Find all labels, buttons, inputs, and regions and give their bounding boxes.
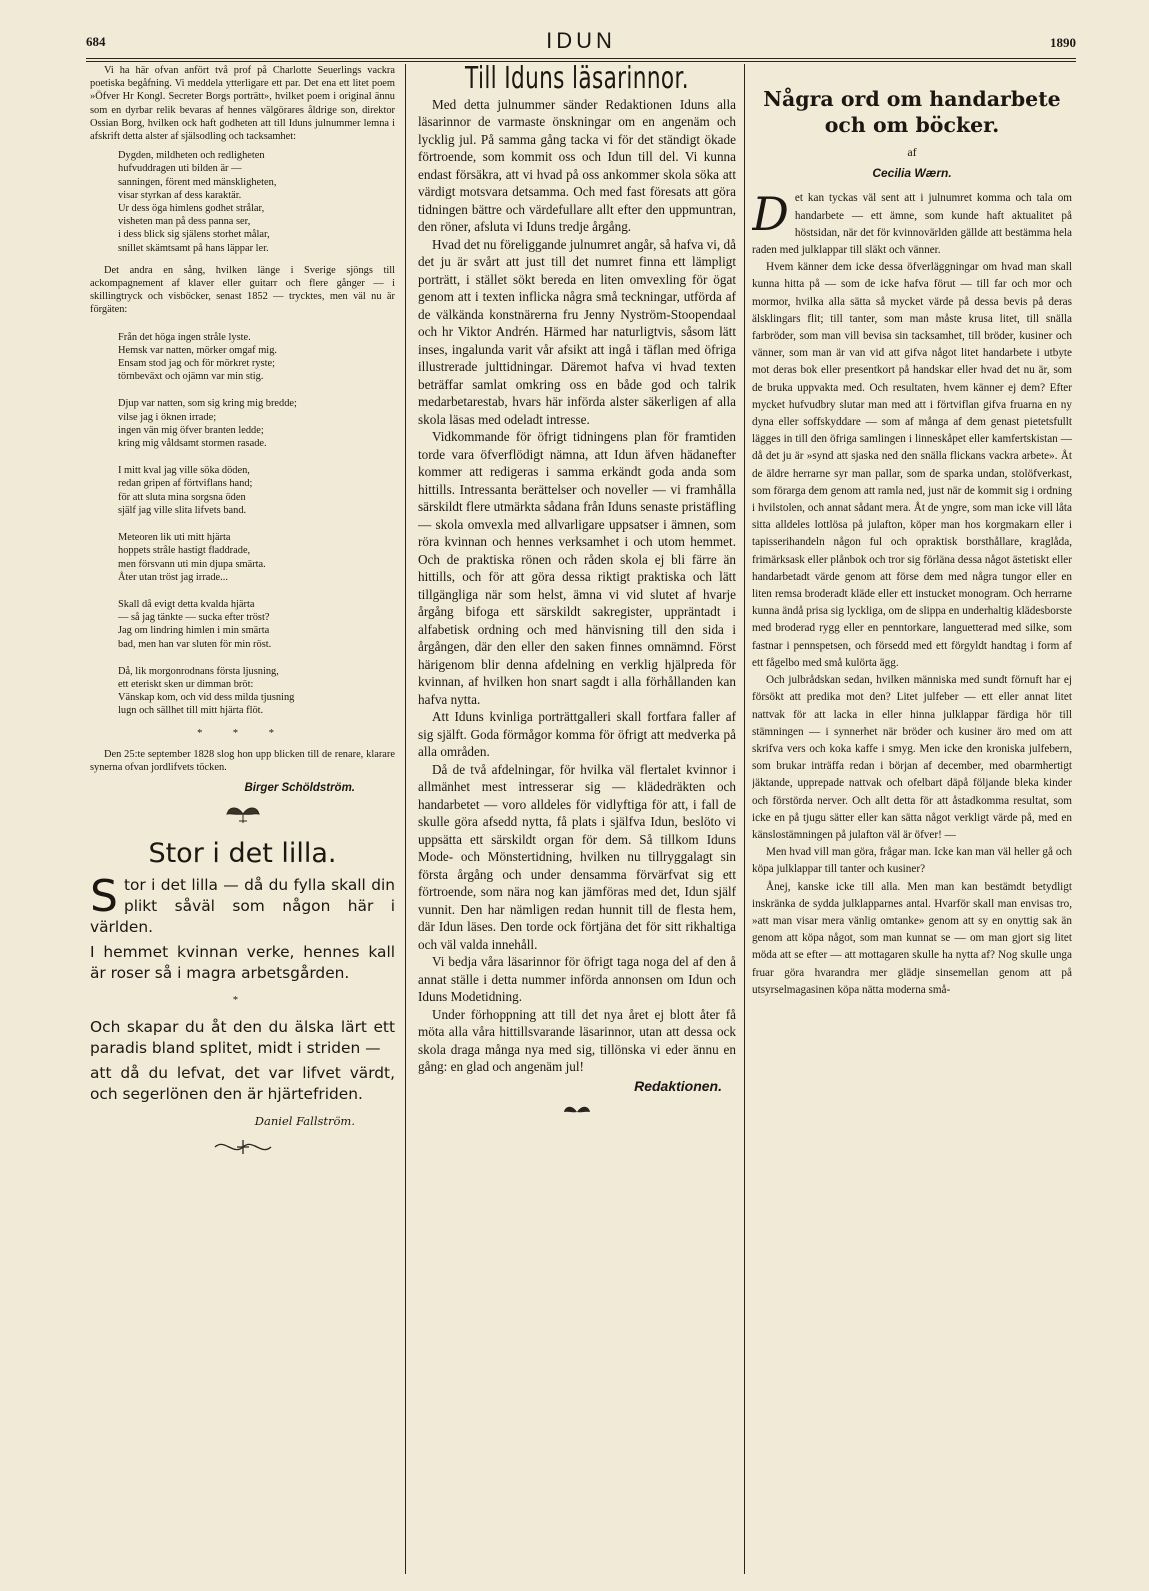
article-paragraph-first <box>752 187 1072 259</box>
article-paragraph: Hvem känner dem icke dessa öfverläggningar om hvad man skall kunna hitta på — som de icke hafva förut — till far och mor och mormor, hvilka alla sätta så mycket värde på dessa bevis på deras älsklingars flit; till tanter, som man måste krusa litet, till snälla farbröder, som man vill bevisa sin tacksamhet, till bröder, kusiner och vänner, som man är van vid att gifva något litet handarbete i utbyte mot deras bok eller presentkort på handskar eller hvad det nu är, som de bruka uppvakta med. Och resultaten, hvem känner ej dem? Efter mycket hufvudbry slutar man med att i förtviflan gifva fruarna en ny dyna eller soffskyddare — som af många af dem genast pietetsfullt lägges in till den öfriga samlingen i linneskåpet eller kamfertskistan — då det ju är »synd att sjaska ned den snälla flickans vackra arbete». Åt de äldre herrarne syr man pallar, som de sparka undan, stolöfverkast, som förarga dem genom att ramla ned, just när de kommit sig i ordning i hvilstolen, och annat sådant mera. Åt de yngre, som man icke vill låta sitta alldeles lottlösa på julafton, köper man hos korgmakarn eller i tapisserihandeln någon ful och opraktisk borsthållare, kraglåda, frimärksask eller plånbok och tror sig förläna dessa något ästetiskt eller handarbetadt värde genom att förse dem med några tungor eller en liten remsa broderadt kläde eller ett instucket monogram. Och herrarne kunna ändå prisa sig lyckliga, om de slippa en underhaltig klädesborste med broderad rygg eller en penntorkare, languetterad med silke, som fastnar i pennspetsen, och försedd med ett förgyldt handtag i form af ett fågelbo med små kulörta ägg. <box>752 261 1072 669</box>
column-divider-2 <box>744 64 745 1574</box>
masthead-title: IDUN <box>546 28 616 53</box>
flower-ornament-icon <box>223 803 263 825</box>
poem-line: visheten man på dess panna ser, <box>118 216 251 228</box>
page-year: 1890 <box>1050 35 1076 50</box>
article-title-lasarinnor: Till Iduns läsarinnor. <box>465 64 689 96</box>
intro-paragraph: Vi ha här ofvan anfört två prof på Charlotte Seuerlings vackra poetiska begåfning. Vi meddela ytterligare ett par. Det ena ett litet poem »Öfver Hr Kongl. Secreter Borgs porträtt», hvilket poem i original ännu som en dyrbar relik bevaras af hennes välgörares åldrige son, direktor Ossian Borg, hvilken ock haft godheten att till Iduns julnummer lemna i afskrift detta alster af själsodling och tacksamhet: <box>90 65 395 143</box>
poem-line: lugn och sällhet till mitt hjärta flöt. <box>118 705 264 717</box>
song-stanza-4 <box>118 531 395 584</box>
verse-stanza-2: Och skapar du åt den du älska lärt ett paradis bland splitet, midt i striden — <box>90 1017 395 1057</box>
page-header <box>86 22 1076 58</box>
verse-star: * <box>232 994 253 1006</box>
header-rule-2 <box>86 61 1076 62</box>
poem-title-stor: Stor i det lilla. <box>148 838 337 870</box>
poem-line: Hemsk var natten, mörker omgaf mig. <box>118 344 277 356</box>
signature-schoeldstroem: Birger Schöldström. <box>244 782 355 795</box>
article-paragraph: Under förhoppning att till det nya året ej blott åter få möta alla våra hittillsvarande läsarinnor, utan att dessa ock skola draga många nya med sig, tillönska vi eder ännu en gång: en glad och angenäm jul! <box>418 1006 736 1074</box>
poem-line: I mitt kval jag ville söka döden, <box>118 465 250 477</box>
song-stanza-6 <box>118 665 395 718</box>
verse-stanza-1b: I hemmet kvinnan verke, hennes kall är roser så i magra arbetsgården. <box>90 942 395 982</box>
first-paragraph-text: et kan tyckas väl sent att i julnumret komma och tala om handarbete — ett ämne, som kunde haft aktualitet på höstsidan, när det för kvinnovärlden gällde att bestämma hela raden med julklappar till släkt och vänner. <box>752 192 1072 257</box>
column-2 <box>418 64 736 1554</box>
article-title-handarbete: Några ord om handarbete och om böcker. <box>763 87 1061 137</box>
poem-line: i dess blick sig själens storhet målar, <box>118 229 270 241</box>
poem-line: kring mig våldsamt stormen rasade. <box>118 438 267 450</box>
song-stanza-2 <box>118 397 395 450</box>
song-intro-paragraph: Det andra en sång, hvilken länge i Sverige sjöngs till ackompagnement af klaver eller guitarr och flere gånger — i skillingtryck och visböcker, senast 1852 — trycktes, men väl nu är förgäten: <box>90 264 395 316</box>
poem-line: redan gripen af förtviflans hand; <box>118 478 253 490</box>
poem-line: visar styrkan af dess karaktär. <box>118 189 242 201</box>
poem-line: bad, men han var sluten för min röst. <box>118 638 272 650</box>
article-paragraph: Hvad det nu föreliggande julnumret angår, så hafva vi, då det ju är svårt att just till det numret finna ett lämpligt porträtt, i stället sökt bereda en liten omvexling för ögat genom att i texten inflicka några små teckningar, utförda af de välkända konstnärerna fru Jenny Nyström-Stoopendaal och hr Viktor Andrén. Härmed har naturligtvis, såsom lätt inses, ingalunda varit vår afsikt att ingå i täflan med öfriga illustrerade julttidningar. Däremot hafva vi hvad texten beträffar samlat omkring oss en både god och talrik medarbetarestab, hvars här införda alster säkerligen af alla skola läsas med odeladt intresse. <box>418 236 736 427</box>
poem-line: för att sluta mina sorgsna öden <box>118 491 246 503</box>
poem-line: men försvann uti min djupa smärta. <box>118 558 266 570</box>
song-stanza-3 <box>118 464 395 517</box>
poem-line: vilse jag i öknen irrade; <box>118 411 217 423</box>
column-3 <box>752 64 1072 1554</box>
verse-drop-cap: S <box>90 870 118 922</box>
section-stars: * * * <box>197 727 288 739</box>
poem-line: hufvuddragen uti bilden är — <box>118 163 242 175</box>
poem-line: snillet skämtsamt på hans läppar ler. <box>118 242 269 254</box>
poem-line: hoppets stråle hastigt fladdrade, <box>118 545 251 557</box>
poem-line: Från det höga ingen stråle lyste. <box>118 331 251 343</box>
song-stanza-1 <box>118 331 395 384</box>
article-paragraph: Men hvad vill man göra, frågar man. Icke kan man väl heller gå och köpa julklappar till tanter och kusiner? <box>752 846 1072 876</box>
column-1 <box>90 64 395 1564</box>
header-rule <box>86 58 1076 59</box>
article-paragraph: Med detta julnummer sänder Redaktionen Iduns alla läsarinnor de varmaste önskningar om en angenäm och lycklig jul. På samma gång tacka vi för det ständigt ökade förtroende, som kommit oss och Idun till del. Vi kunna endast försäkra, att vi hvad på oss ankommer skola söka att värdigt motsvara detsamma. Och med fast föresats att göra tidningen bättre och värdefullare allt efter den uppmuntran, den röner, afsluta vi Iduns tredje årgång. <box>418 96 736 234</box>
verse-stanza-2b: att då du lefvat, det var lifvet värdt, och segerlönen den är hjärtefriden. <box>90 1063 395 1103</box>
song-stanza-5 <box>118 598 395 651</box>
poem-line: Ensam stod jag och för mörkret ryste; <box>118 358 275 370</box>
poem-line: Då, lik morgonrodnans första ljusning, <box>118 665 279 677</box>
signature-redaktionen: Redaktionen. <box>634 1077 722 1094</box>
article-paragraph: Vidkommande för öfrigt tidningens plan för framtiden torde vara öfverflödigt nämna, att Idun äfven hädanefter kommer att redigeras i samma erkändt goda anda som hittills. Intressanta berättelser och noveller — vi framhålla särskildt flere utmärkta sådana från Iduns senaste pristäfling — skola omvexla med allvarligare uppsatser i ämnen, som röra kvinnan och hennes verksamhet i och utom hemmet. Och de praktiska rönen och råden skola ej bli färre än hittills, och för att göra dessa riktigt praktiska och lätt tillgängliga när som helst, ämna vi vid slutet af hvarje årgång bifoga ett särskildt sakregister, uppräntadt i alfabetisk ordning och med hänvisning till den sida i årgången, där den eller den saken finnes omnämnd. Först härigenom blir denna afdelning en verklig hjälpreda för kvinnan, af hvilken hon snart sagdt i alla förhållanden kan hafva nytta. <box>418 429 736 707</box>
poem-line: ingen vän mig öfver branten ledde; <box>118 424 264 436</box>
byline-af: af <box>907 145 917 159</box>
closing-paragraph: Den 25:te september 1828 slog hon upp blicken till de renare, klarare synerna ofvan jordlifvets töcken. <box>90 748 395 773</box>
poem-line: Djup var natten, som sig kring mig bredde; <box>118 398 297 410</box>
poem-line: Meteoren lik uti mitt hjärta <box>118 532 231 544</box>
poem-line: — så jag tänkte — sucka efter tröst? <box>118 612 270 624</box>
article-paragraph: Då de två afdelningar, för hvilka väl flertalet kvinnor i allmänhet mest intresserar sig — klädedräkten och handarbetet — voro alldeles för vidlyftiga för att, i fall de skulle göra afsedd nytta, få plats i själfva Idun, beslöto vi uppsätta ett särskildt organ för dem. Så tillkom Iduns Mode- och Mönstertidning, hvilken nu tillryggalagt sin första årgång och under densamma förvärfvat sig ett förtroende, som nära nog kan jämföras med det, Idun själf vunnit. Den har nämligen redan hunnit till de flesta hem, där Idun läses. Den torde ock förtjäna det för sitt rikhaltiga och väl valda innehåll. <box>418 761 736 952</box>
poem-line: ett eteriskt sken ur dimman bröt: <box>118 678 254 690</box>
poem-line: sanningen, förent med mänskligheten, <box>118 176 277 188</box>
article-paragraph: Ånej, kanske icke till alla. Men man kan bestämdt betydligt inskränka de sydda julklapparnes antal. Hvarför skall man envisas tro, »att man visar mera vänlig omtanke» genom att sy en onyttig sak än genom att köpa något, som man kunnat se — om man gjort sig litet möda att se efter — att mottagaren skulle ha nytta af? Nog skulle unga fruar göra hvarandra mer glädje sinsemellan genom att på utsyrselmagasinen köpa nätta moderna små- <box>752 880 1072 996</box>
article-paragraph: Att Iduns kvinliga porträttgalleri skall fortfara faller af sig själft. Goda förmågor komma för öfrigt att medverka på alla områden. <box>418 709 736 759</box>
article-paragraph: Och julbrådskan sedan, hvilken människa med sundt förnuft har ej försökt att predika mot den? Litet julfeber — ett eller annat litet nattvak för att lacka in eller hinna julklappar färdiga hör till stämningen — i synnerhet när bröder och kusiner äro med om att skrifva vers och koka kaffe i smyg. Men icke den kroniska julfebern, som brukar inträffa redan i början af december, med obarmhertigt jäktande, upprepade nattvak och ofelbart däpå följande bleka kinder och förstörda nerver. Och allt detta för att åstadkomma resultat, som icke en på tjugu sätter eller kan sätta något verkligt värde på, med en känslostämningen på julafton väl är öfver! — <box>752 674 1072 841</box>
poem-line: törnbeväxt och ojämn var min stig. <box>118 371 264 383</box>
drop-cap: D <box>752 187 789 242</box>
leaf-ornament-icon <box>562 1103 592 1121</box>
poem-line: själf jag ville slita lifvets band. <box>118 504 247 516</box>
article-paragraph: Vi bedja våra läsarinnor för öfrigt taga noga del af den å annat ställe i detta nummer införda annonsen om Idun och Iduns Modetidning. <box>418 954 736 1004</box>
column-divider-1 <box>405 64 406 1574</box>
poem-line: Dygden, mildheten och redligheten <box>118 150 265 162</box>
poem-line: Skall då evigt detta kvalda hjärta <box>118 598 255 610</box>
scroll-ornament-icon <box>213 1136 273 1158</box>
page-number: 684 <box>86 34 106 49</box>
poem-line: Vänskap kom, och vid dess milda tjusning <box>118 692 295 704</box>
poem-line: Jag om lindring himlen i min smärta <box>118 625 270 637</box>
verse-line: tor i det lilla — då du fylla skall din plikt såväl som någon här i världen. <box>90 875 395 936</box>
portrait-poem <box>118 149 395 255</box>
poem-line: Åter utan tröst jag irrade... <box>118 571 228 583</box>
signature-fallstroem: Daniel Fallström. <box>254 1113 355 1128</box>
verse-stanza-1 <box>90 870 395 938</box>
poem-line: Ur dess öga himlens godhet strålar, <box>118 203 265 215</box>
byline-author: Cecilia Wærn. <box>872 166 952 181</box>
